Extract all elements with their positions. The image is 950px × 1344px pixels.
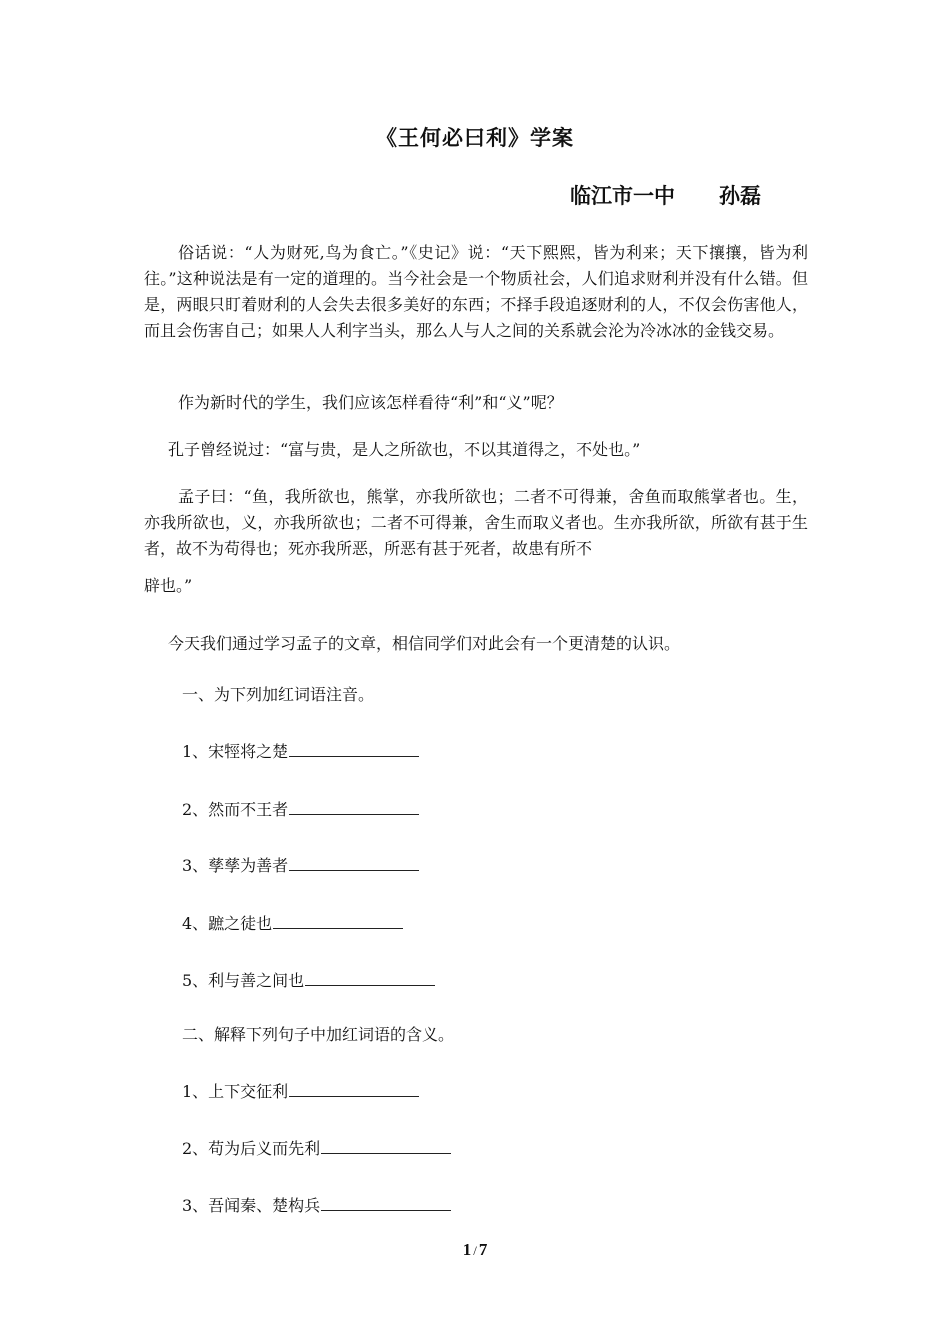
- section1-item: 4、蹠之徒也: [182, 910, 403, 937]
- answer-blank[interactable]: [289, 796, 419, 815]
- section1-item: 3、孳孳为善者: [182, 852, 419, 879]
- total-pages: 7: [478, 1240, 488, 1259]
- current-page: 1: [462, 1240, 472, 1259]
- page-number: [0, 1240, 950, 1260]
- page-separator: /: [473, 1243, 477, 1258]
- confucius-quote: 孔子曾经说过：“富与贵，是人之所欲也，不以其道得之，不处也。”: [168, 440, 641, 459]
- answer-blank[interactable]: [289, 738, 419, 757]
- intro-paragraph: 俗话说：“人为财死,鸟为食亡。”《史记》说：“天下熙熙，皆为利来；天下攘攘，皆为利往。”这种说法是有一定的道理的。当今社会是一个物质社会，人们追求财利并没有什么错。但是，两眼只盯着财利的人会失去很多美好的东西；不择手段追逐财利的人，不仅会伤害他人，而且会伤害自己；如果人人利字当头，那么人与人之间的关系就会沦为冷冰冰的金钱交易。: [144, 243, 808, 340]
- author-name: 孙磊: [719, 184, 761, 208]
- section1-item: 1、宋牼将之楚: [182, 738, 419, 765]
- school-name: 临江市一中: [570, 184, 675, 208]
- section2-item: 3、吾闻秦、楚构兵: [182, 1192, 451, 1219]
- answer-blank[interactable]: [305, 967, 435, 986]
- section1-item: 5、利与善之间也: [182, 967, 435, 994]
- section2-heading: 二、解释下列句子中加红词语的含义。: [182, 1025, 455, 1044]
- answer-blank[interactable]: [321, 1192, 451, 1211]
- mencius-quote: 孟子曰：“鱼，我所欲也，熊掌，亦我所欲也；二者不可得兼，舍鱼而取熊掌者也。生，亦我所欲也，义，亦我所欲也；二者不可得兼，舍生而取义者也。生亦我所欲，所欲有甚于生者，故不为苟得也；死亦我所恶，所恶有甚于死者，故患有所不: [144, 487, 808, 558]
- section2-item: 2、苟为后义而先利: [182, 1135, 451, 1162]
- section2-item: 1、上下交征利: [182, 1078, 419, 1105]
- page-title: 《王何必曰利》学案: [376, 126, 574, 150]
- section1-heading: 一、为下列加红词语注音。: [182, 685, 375, 704]
- answer-blank[interactable]: [289, 852, 419, 871]
- lesson-intro: 今天我们通过学习孟子的文章，相信同学们对此会有一个更清楚的认识。: [168, 634, 681, 653]
- mencius-quote-end: 辟也。”: [144, 576, 193, 595]
- author-line: [570, 180, 761, 210]
- answer-blank[interactable]: [289, 1078, 419, 1097]
- answer-blank[interactable]: [321, 1135, 451, 1154]
- section1-item: 2、然而不王者: [182, 796, 419, 823]
- question-paragraph: 作为新时代的学生，我们应该怎样看待“利”和“义”呢？: [178, 393, 563, 412]
- answer-blank[interactable]: [273, 910, 403, 929]
